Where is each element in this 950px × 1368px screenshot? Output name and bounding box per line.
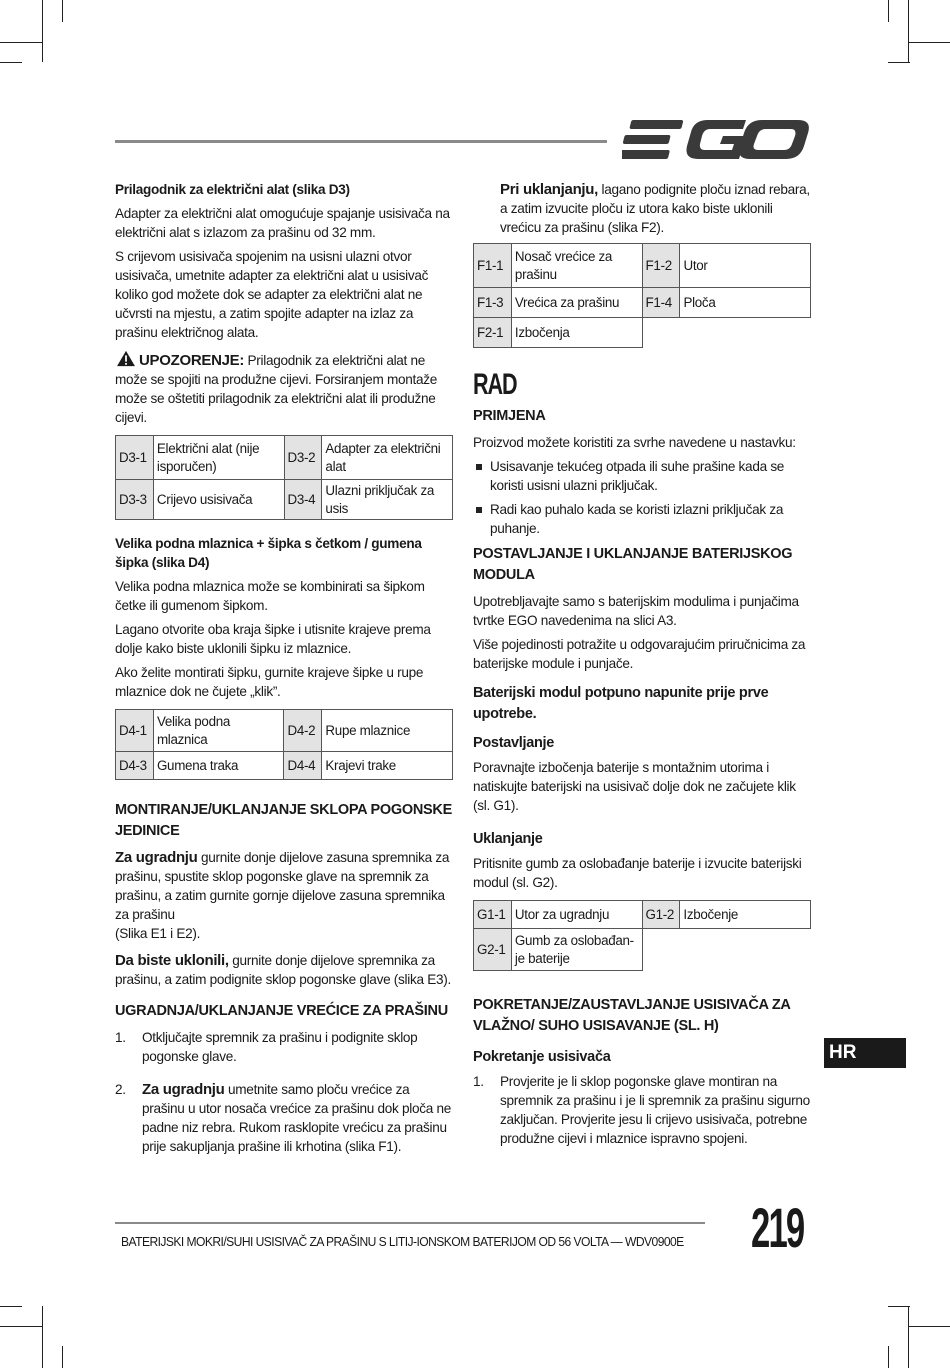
primjena-intro: Proizvod možete koristiti za svrhe navedene u nastavku:: [473, 435, 796, 450]
part-code: F1-1: [474, 244, 512, 288]
mont-text-remove: gurnite donje dijelove spremnika za prašinu, a zatim podignite sklop pogonske glave (slika E3).: [115, 953, 451, 987]
part-label: Nosač vrećice za prašinu: [511, 244, 642, 288]
battery-paragraph-2: Više pojedinosti potražite u odgovarajućim priručnicima za baterijske module i punjače.: [473, 637, 806, 671]
table-row: [116, 752, 453, 780]
page-number: 219: [751, 1196, 804, 1259]
table-row: [474, 929, 811, 971]
part-code: D4-1: [116, 710, 154, 752]
ego-logo-icon: [622, 118, 812, 162]
crop-mark: [0, 62, 22, 63]
part-label: Adapter za električni alat: [322, 436, 453, 480]
warning-triangle-icon: [115, 350, 137, 367]
part-label: Gumena traka: [153, 752, 284, 780]
part-code: F1-4: [642, 288, 680, 318]
step-number: 2.: [115, 1082, 126, 1097]
d4-paragraph-1: Velika podna mlaznica može se kombinirati sa šipkom četke ili gumenom šipkom.: [115, 579, 425, 613]
part-code: D3-2: [284, 436, 322, 480]
warning-text: Prilagodnik za električni alat ne može se spojiti na produžne cijevi. Forsiranjem montaže može se oštetiti prilagodnik za električni alat ili produžne cijevi.: [115, 353, 437, 425]
removal-title: Uklanjanje: [473, 831, 543, 847]
f-parts-table: [473, 243, 811, 348]
d4-paragraph-2: Lagano otvorite oba kraja šipke i utisnite krajeve prema dolje kako biste uklonili šipku iz mlaznice.: [115, 622, 431, 656]
d3-parts-table: [115, 435, 453, 520]
crop-mark: [0, 1326, 42, 1327]
d3-paragraph-1: Adapter za električni alat omogućuje spajanje usisivača na električni alat s izlazom za prašinu od 32 mm.: [115, 206, 450, 240]
install-title: Postavljanje: [473, 735, 555, 751]
part-code: D4-2: [284, 710, 322, 752]
crop-mark: [62, 0, 63, 22]
crop-mark: [42, 0, 43, 62]
part-code: F1-3: [474, 288, 512, 318]
primjena-list: [473, 457, 813, 538]
language-tab: HR: [824, 1038, 906, 1068]
mont-figure-ref: (Slika E1 i E2).: [115, 926, 201, 941]
header-rule: [115, 140, 607, 143]
part-label: Utor: [680, 244, 811, 288]
step-text: umetnite samo ploču vrećice za prašinu u utor nosača vrećice za prašinu dok ploča ne padne niz rebra. Rukom rasklopite vrećicu za prašinu prije sakupljanja prašine ili krhotina (slika F1).: [142, 1082, 452, 1154]
start-steps-list: [473, 1072, 813, 1148]
crop-mark: [888, 0, 889, 22]
bag-remove-lead: Pri uklanjanju,: [500, 181, 599, 198]
crop-mark: [908, 1326, 950, 1327]
part-label: Velika podna mlaznica: [153, 710, 284, 752]
bag-section-title: UGRADNJA/UKLANJANJE VREĆICE ZA PRAŠINU: [115, 1003, 448, 1019]
battery-paragraph-1: Upotrebljavajte samo s baterijskim modulima i punjačima tvrtke EGO navedenima na slici A3.: [473, 594, 799, 628]
rad-heading: RAD: [473, 368, 517, 401]
table-row: [474, 318, 811, 348]
step-text: Provjerite je li sklop pogonske glave montiran na spremnik za prašinu i je li spremnik za prašinu sigurno zaključan. Provjerite jesu li crijevo usisivača, potrebne produžne cijevi i mlaznice ispravno spojeni.: [500, 1074, 810, 1146]
part-code: D3-1: [116, 436, 154, 480]
table-row: [116, 480, 453, 520]
start-section-title: POKRETANJE/ZAUSTAVLJANJE USISIVAČA ZA VLAŽNO/ SUHO USISAVANJE (SL. H): [473, 997, 791, 1034]
warning-label: UPOZORENJE:: [139, 352, 245, 369]
list-item: [115, 1028, 455, 1066]
warning-paragraph: [115, 350, 455, 427]
part-code: D3-3: [116, 480, 154, 520]
part-code: F1-2: [642, 244, 680, 288]
start-subtitle: Pokretanje usisivača: [473, 1049, 611, 1065]
crop-mark: [908, 0, 909, 62]
crop-mark: [0, 42, 42, 43]
table-row: [474, 901, 811, 929]
part-label: Ploča: [680, 288, 811, 318]
g-parts-table: [473, 900, 811, 971]
step-number: 1.: [473, 1074, 484, 1089]
primjena-title: PRIMJENA: [473, 408, 546, 424]
mont-lead-remove: Da biste uklonili,: [115, 952, 229, 969]
d4-paragraph-3: Ako želite montirati šipku, gurnite krajeve šipke u rupe mlaznice dok ne čujete „klik”.: [115, 665, 424, 699]
d4-title: Velika podna mlaznica + šipka s četkom / gumena šipka (slika D4): [115, 536, 422, 570]
d3-paragraph-2: S crijevom usisivača spojenim na usisni ulazni otvor usisivača, umetnite adapter za električni alat u usisivač koliko god možete dok se adapter za električni alat ne učvrsti na mjestu, a zatim spojite adapter na izlaz za prašinu električnog alata.: [115, 249, 429, 340]
battery-charge-notice: Baterijski modul potpuno napunite prije prve upotrebe.: [473, 685, 769, 722]
part-label: Crijevo usisivača: [153, 480, 284, 520]
right-column: [473, 180, 813, 1158]
crop-mark: [888, 62, 910, 63]
list-item: [115, 1080, 455, 1156]
part-code: G1-1: [474, 901, 512, 929]
list-item: Usisavanje tekućeg otpada ili suhe prašine kada se koristi usisni ulazni priključak.: [473, 457, 813, 495]
part-label: Vrećica za prašinu: [511, 288, 642, 318]
part-code: D3-4: [284, 480, 322, 520]
d3-title: Prilagodnik za električni alat (slika D3): [115, 182, 350, 197]
step-lead: Za ugradnju: [142, 1081, 225, 1098]
crop-mark: [888, 1306, 910, 1307]
table-row: [116, 710, 453, 752]
part-code: G2-1: [474, 929, 512, 971]
mont-paragraph-2: [115, 951, 455, 989]
bag-remove-paragraph: [473, 180, 813, 237]
footer-title: BATERIJSKI MOKRI/SUHI USISIVAČ ZA PRAŠINU S LITIJ-IONSKOM BATERIJOM OD 56 VOLTA — WDV0900E: [121, 1234, 684, 1249]
bag-remove-text: lagano podignite ploču iznad rebara, a zatim izvucite ploču iz utora kako biste uklonili vrećicu za prašinu (slika F2).: [500, 182, 810, 235]
list-item: [473, 1072, 813, 1148]
part-label: Gumb za oslobađan- je baterije: [511, 929, 642, 971]
d4-parts-table: [115, 709, 453, 780]
battery-section-title: POSTAVLJANJE I UKLANJANJE BATERIJSKOG MODULA: [473, 546, 793, 583]
part-label: Rupe mlaznice: [322, 710, 453, 752]
install-paragraph: Poravnajte izbočenja baterije s montažnim utorima i natiskujte baterijski na usisivač dolje dok ne začujete klik (sl. G1).: [473, 760, 796, 813]
crop-mark: [908, 1306, 909, 1368]
part-code: D4-3: [116, 752, 154, 780]
footer-rule: [115, 1222, 705, 1224]
part-label: Izbočenja: [511, 318, 642, 348]
bag-steps-list: [115, 1028, 455, 1156]
part-label: Električni alat (nije isporučen): [153, 436, 284, 480]
removal-paragraph: Pritisnite gumb za oslobađanje baterije i izvucite baterijski modul (sl. G2).: [473, 856, 802, 890]
part-code: D4-4: [284, 752, 322, 780]
mont-lead-install: Za ugradnju: [115, 849, 198, 866]
step-number: 1.: [115, 1030, 126, 1045]
part-label: Ulazni priključak za usis: [322, 480, 453, 520]
part-code: G1-2: [642, 901, 680, 929]
left-column: [115, 180, 455, 1166]
part-code: F2-1: [474, 318, 512, 348]
part-label: Izbočenje: [680, 901, 811, 929]
crop-mark: [908, 42, 950, 43]
mont-paragraph-1: [115, 848, 455, 943]
step-text: Otključajte spremnik za prašinu i podignite sklop pogonske glave.: [142, 1030, 418, 1064]
table-row: [474, 244, 811, 288]
crop-mark: [42, 1306, 43, 1368]
part-label: Utor za ugradnju: [511, 901, 642, 929]
mont-section-title: MONTIRANJE/UKLANJANJE SKLOPA POGONSKE JEDINICE: [115, 802, 452, 839]
crop-mark: [0, 1306, 22, 1307]
crop-mark: [62, 1346, 63, 1368]
table-row: [116, 436, 453, 480]
list-item: Radi kao puhalo kada se koristi izlazni priključak za puhanje.: [473, 500, 813, 538]
mont-text-install: gurnite donje dijelove zasuna spremnika za prašinu, spustite sklop pogonske glave na spremnik za prašinu, a zatim gurnite gornje dijelove zasuna spremnika za prašinu: [115, 850, 450, 922]
crop-mark: [888, 1346, 889, 1368]
table-row: [474, 288, 811, 318]
part-label: Krajevi trake: [322, 752, 453, 780]
